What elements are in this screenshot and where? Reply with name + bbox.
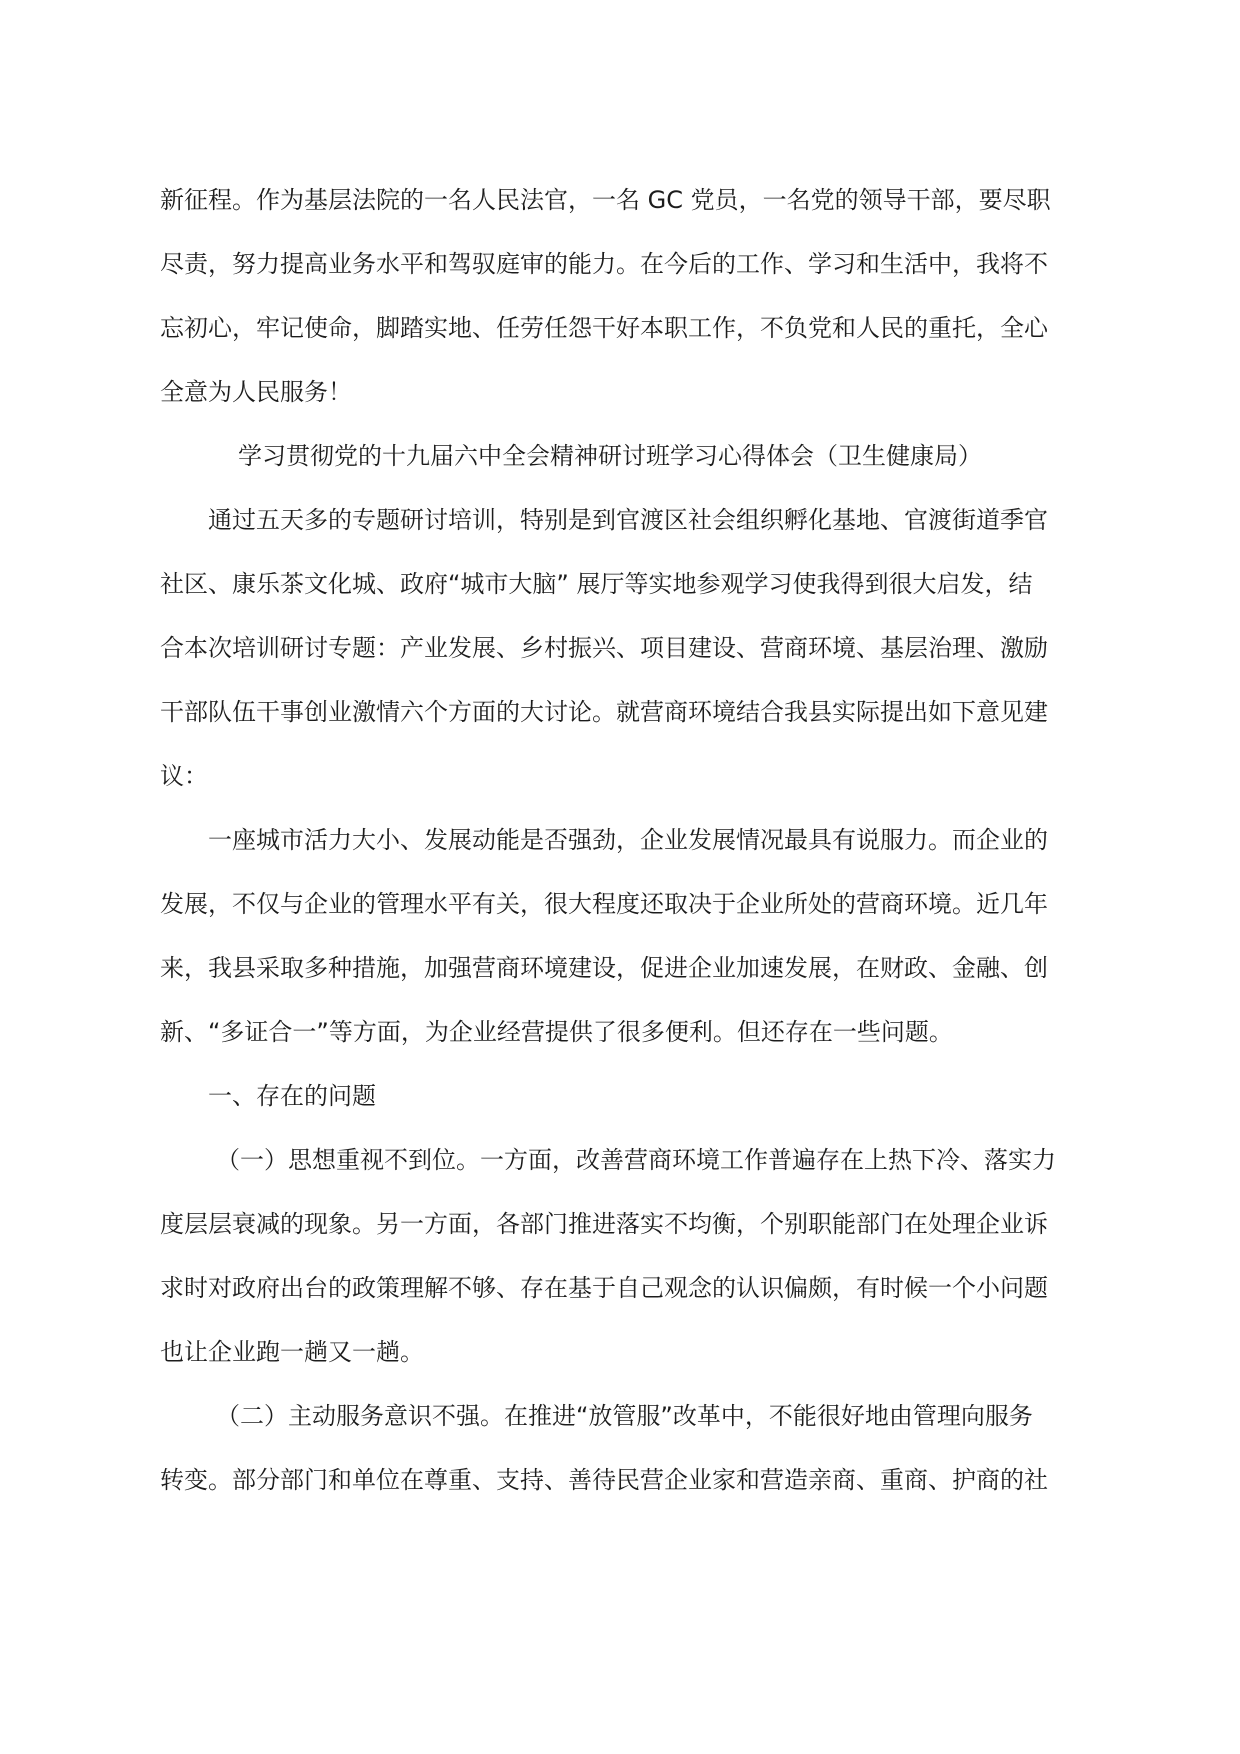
paragraph-first-line: 通过五天多的专题研讨培训，特别是到官渡区社会组织孵化基地、官渡街道季官 — [208, 506, 1048, 534]
body-line: 转变。部分部门和单位在尊重、支持、善待民营企业家和营造亲商、重商、护商的社 — [160, 1466, 1048, 1494]
body-line: 社区、康乐茶文化城、政府“城市大脑” 展厅等实地参观学习使我得到很大启发，结 — [160, 570, 1033, 598]
section-title: 学习贯彻党的十九届六中全会精神研讨班学习心得体会（卫生健康局） — [238, 442, 982, 470]
body-line: 忘初心，牢记使命，脚踏实地、任劳任怨干好本职工作，不负党和人民的重托，全心 — [160, 314, 1048, 342]
paragraph-first-line: （一）思想重视不到位。一方面，改善营商环境工作普遍存在上热下冷、落实力 — [216, 1146, 1056, 1174]
paragraph-first-line: 一座城市活力大小、发展动能是否强劲，企业发展情况最具有说服力。而企业的 — [208, 826, 1048, 854]
body-line: 求时对政府出台的政策理解不够、存在基于自己观念的认识偏颇，有时候一个小问题 — [160, 1274, 1048, 1302]
body-line: 合本次培训研讨专题：产业发展、乡村振兴、项目建设、营商环境、基层治理、激励 — [160, 634, 1048, 662]
body-line: 全意为人民服务！ — [160, 378, 352, 406]
body-line: 议： — [160, 762, 208, 790]
subsection-heading: 一、存在的问题 — [208, 1082, 376, 1110]
body-line: 发展，不仅与企业的管理水平有关，很大程度还取决于企业所处的营商环境。近几年 — [160, 890, 1048, 918]
body-line: 干部队伍干事创业激情六个方面的大讨论。就营商环境结合我县实际提出如下意见建 — [160, 698, 1048, 726]
body-line: 也让企业跑一趟又一趟。 — [160, 1338, 424, 1366]
body-line: 来，我县采取多种措施，加强营商环境建设，促进企业加速发展，在财政、金融、创 — [160, 954, 1048, 982]
body-line: 新、“多证合一”等方面，为企业经营提供了很多便利。但还存在一些问题。 — [160, 1018, 953, 1046]
paragraph-first-line: （二）主动服务意识不强。在推进“放管服”改革中，不能很好地由管理向服务 — [216, 1402, 1033, 1430]
body-line: 新征程。作为基层法院的一名人民法官，一名 GC 党员，一名党的领导干部，要尽职 — [160, 186, 1051, 214]
body-line: 度层层衰减的现象。另一方面，各部门推进落实不均衡，个别职能部门在处理企业诉 — [160, 1210, 1048, 1238]
document-body — [160, 168, 1090, 1512]
body-line: 尽责，努力提高业务水平和驾驭庭审的能力。在今后的工作、学习和生活中，我将不 — [160, 250, 1048, 278]
